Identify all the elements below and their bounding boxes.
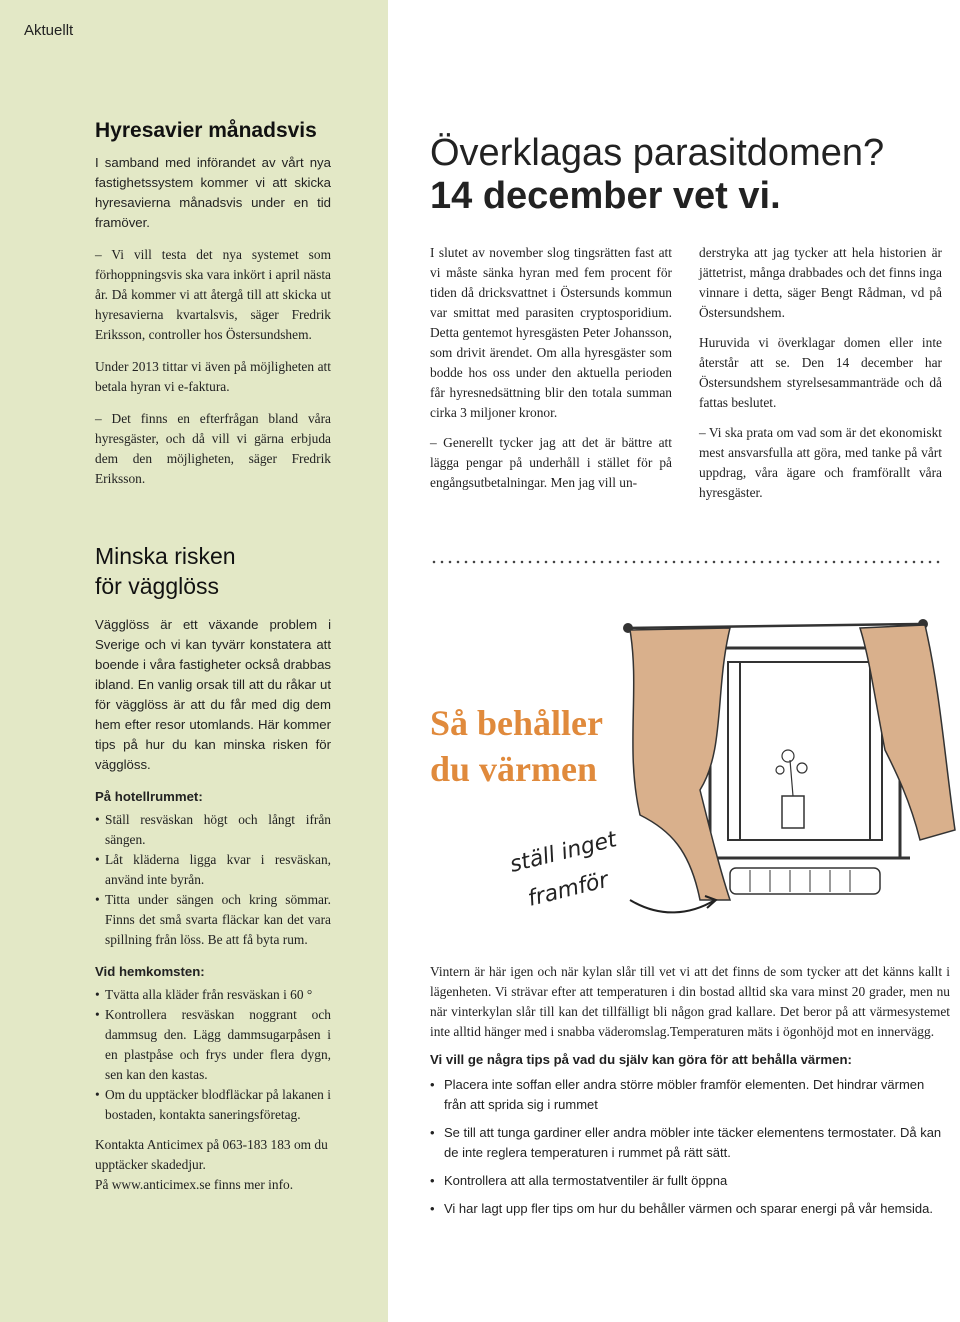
article-paragraph: derstryka att jag tycker att hela historien är jättetrist, många drabbades och det finns inga vinnare i detta, säger Bengt Rådman, vd på Östersundshem. <box>699 245 942 320</box>
main-title-line1: Överklagas parasitdomen? <box>430 132 885 174</box>
section-label: Aktuellt <box>24 22 74 39</box>
article-heading <box>95 541 331 601</box>
contact-info: Kontakta Anticimex på 063-183 183 om du upptäcker skadedjur. <box>95 1137 328 1172</box>
radiator <box>730 868 880 894</box>
heading-line: för vägglöss <box>95 573 220 599</box>
article-column-right <box>699 243 942 513</box>
list-item: • Placera inte soffan eller andra större möbler framför elementen. Det hindrar värmen från att sprida sig i rummet <box>430 1075 950 1115</box>
flower-pot <box>782 796 804 828</box>
list-item: • Tvätta alla kläder från resväskan i 60 ° <box>95 985 331 1005</box>
list-item: • Vi har lagt upp fler tips om hur du behåller värmen och sparar energi på vår hemsida. <box>430 1199 950 1219</box>
article-paragraph: I slutet av november slog tingsrätten fast att vi måste sänka hyran med fem procent för tiden då dricksvattnet i Östersunds kommun var smittat med parasiten cryptosporidium. Detta gentemot hyresgästen Peter Johansson, som drivit ärendet. Om alla hyresgäster som bodde hos oss under den aktuella perioden får hyresnedsättning blir den totala summan cirka 3 miljoner kronor. <box>430 245 672 420</box>
heading-line: Minska risken <box>95 543 236 569</box>
home-subheading: Vid hemkomsten: <box>95 964 205 979</box>
article-paragraph: – Generellt tycker jag att det är bättre att lägga pengar på underhåll i stället för på engångsutbetalningar. Men jag vill un- <box>430 435 672 490</box>
sidebar-article-rent-invoices <box>95 118 331 501</box>
list-item: • Kontrollera att alla termostatventiler är fullt öppna <box>430 1171 950 1191</box>
dotted-divider <box>430 560 942 564</box>
contact-website: På www.anticimex.se finns mer info. <box>95 1177 294 1192</box>
article-intro: I samband med införandet av vårt nya fastighetssystem kommer vi att skicka hyresavierna månadsvis under en tid framöver. <box>95 155 331 230</box>
warmth-body <box>430 962 950 1227</box>
list-item: • Kontrollera resväskan noggrant och dammsug den. Lägg dammsugarpåsen i en plastpåse och frys under flera dygn, sen kan den kastas. <box>95 1005 331 1085</box>
arrow-icon <box>630 900 715 912</box>
article-paragraph: Under 2013 tittar vi även på möjligheten att betala hyran vi e-faktura. <box>95 359 331 394</box>
hotel-tips-list <box>95 810 331 950</box>
handwritten-note-line2: framför <box>525 867 611 912</box>
title-line: du värmen <box>430 749 598 789</box>
warmth-lead: Vi vill ge några tips på vad du själv kan göra för att behålla värmen: <box>430 1052 852 1067</box>
article-paragraph: – Vi ska prata om vad som är det ekonomiskt mest ansvarsfulla att göra, med tanke på vårt uppdrag, våra ägare och framförallt våra hyresgäster. <box>699 425 942 500</box>
list-item: • Se till att tunga gardiner eller andra möbler inte täcker elementens termostater. Då kan de inte reglera temperaturen i rummet på rätt sätt. <box>430 1123 950 1163</box>
window-curtain-illustration <box>500 600 960 920</box>
list-item: • Låt kläderna ligga kvar i resväskan, använd inte byrån. <box>95 850 331 890</box>
warmth-intro: Vintern är här igen och när kylan slår till vet vi att det finns de som tycker att det känns kallt i lägenheten. Vi strävar efter att temperaturen i din bostad alltid ska vara minst 20 grader, men nu när vinterkylan slår till kan det tillfälligt bli någon grad kallare. Det beror på att värmesystemet inte alltid hänger med i snabba väderomslag.Temperaturen mäts i ögonhöjd mot en innervägg. <box>430 964 950 1039</box>
hotel-subheading: På hotellrummet: <box>95 789 203 804</box>
article-column-left <box>430 243 672 503</box>
list-item: • Ställ resväskan högt och långt ifrån sängen. <box>95 810 331 850</box>
article-intro: Vägglöss är ett växande problem i Sverige och vi kan tyvärr konstatera att boende i våra fastigheter också drabbas ibland. En vanlig orsak till att du råkar ut för vägglöss är att du får med dig dem hem efter resor utomlands. Här kommer tips på hur du kan minska risken för vägglöss. <box>95 617 331 772</box>
sidebar-article-bedbugs <box>95 541 331 1195</box>
list-item: • Om du upptäcker blodfläckar på lakanen i bostaden, kontakta saneringsföretag. <box>95 1085 331 1125</box>
list-item: • Titta under sängen och kring sömmar. Finns det små svarta fläckar kan det vara spillning från löss. Be att få byta rum. <box>95 890 331 950</box>
article-paragraph: Huruvida vi överklagar domen eller inte återstår att se. Den 14 december har Östersundshem styrelsesammanträde och då fattas beslutet. <box>699 335 942 410</box>
warmth-tips-list <box>430 1075 950 1219</box>
article-paragraph: – Det finns en efterfrågan bland våra hyresgäster, och då vill vi gärna erbjuda dem den möjligheten, säger Fredrik Eriksson. <box>95 411 331 486</box>
home-tips-list <box>95 985 331 1125</box>
main-title-line2: 14 december vet vi. <box>430 175 781 217</box>
article-heading: Hyresavier månadsvis <box>95 119 317 142</box>
article-paragraph: – Vi vill testa det nya systemet som förhoppningsvis ska vara inkört i april nästa år. Då kommer vi att återgå till att skicka ut hyresavierna kvartalsvis, säger Fredrik Eriksson, controller hos Östersundshem. <box>95 247 331 342</box>
handwritten-note-line1: ställ inget <box>507 827 620 878</box>
title-line: Så behåller <box>430 703 604 743</box>
